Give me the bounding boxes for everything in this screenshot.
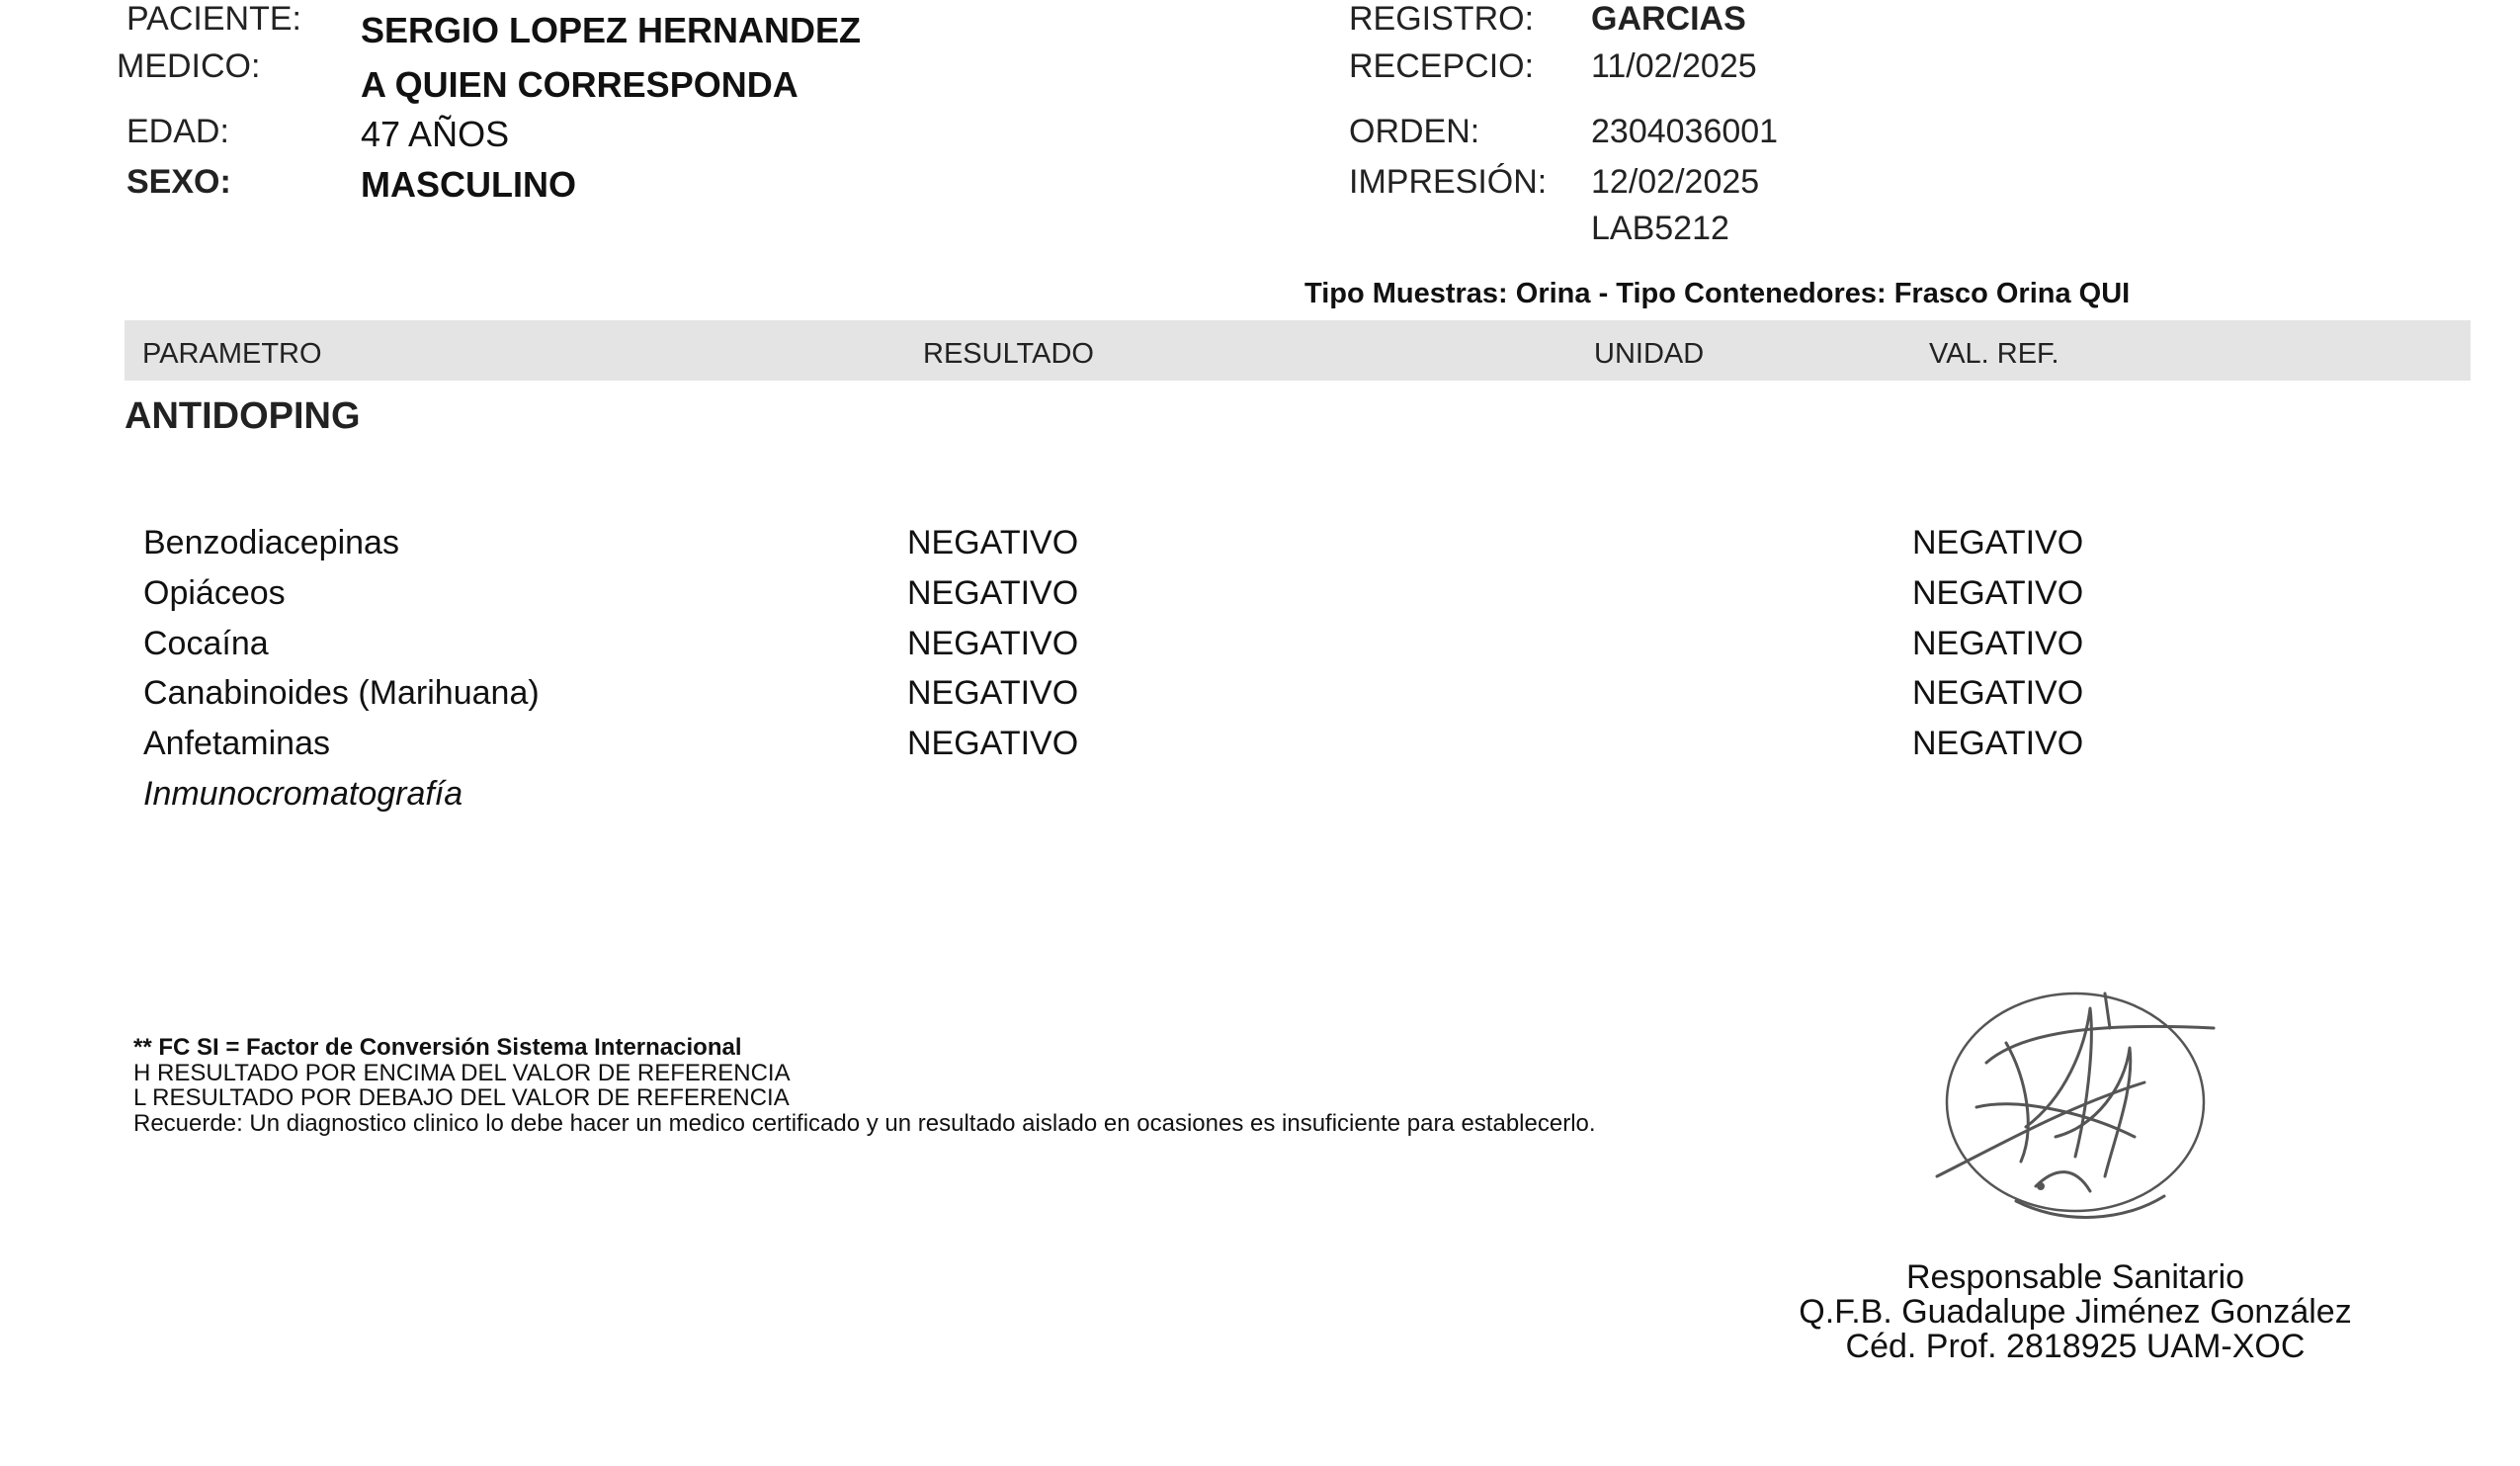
sexo-label: SEXO: xyxy=(126,163,231,201)
row-reference: NEGATIVO xyxy=(1912,625,2084,662)
note-fc-si: ** FC SI = Factor de Conversión Sistema Internacional xyxy=(133,1034,742,1061)
row-result: NEGATIVO xyxy=(907,574,1079,612)
row-reference: NEGATIVO xyxy=(1912,674,2084,712)
responsible-name: Q.F.B. Guadalupe Jiménez González xyxy=(1799,1293,2352,1331)
row-reference: NEGATIVO xyxy=(1912,574,2084,612)
row-parameter: Opiáceos xyxy=(143,574,286,612)
row-parameter: Canabinoides (Marihuana) xyxy=(143,674,540,712)
responsible-license: Céd. Prof. 2818925 UAM-XOC xyxy=(1845,1328,2306,1365)
lab-code: LAB5212 xyxy=(1591,210,1729,247)
recepcio-label: RECEPCIO: xyxy=(1349,47,1535,85)
note-h: H RESULTADO POR ENCIMA DEL VALOR DE REFERENCIA xyxy=(133,1059,791,1086)
row-parameter: Benzodiacepinas xyxy=(143,524,399,561)
medico-value: A QUIEN CORRESPONDA xyxy=(361,64,798,105)
row-result: NEGATIVO xyxy=(907,674,1079,712)
footer-notes xyxy=(133,1035,1596,1136)
header-unidad: UNIDAD xyxy=(1594,338,1705,370)
header-resultado: RESULTADO xyxy=(923,338,1094,370)
method-note: Inmunocromatografía xyxy=(143,775,463,813)
table-header-bar xyxy=(125,320,2471,381)
section-title: ANTIDOPING xyxy=(125,395,361,437)
row-parameter: Cocaína xyxy=(143,625,269,662)
impresion-value: 12/02/2025 xyxy=(1591,163,1760,201)
sexo-value: MASCULINO xyxy=(361,164,576,205)
row-parameter: Anfetaminas xyxy=(143,725,330,762)
recepcio-value: 11/02/2025 xyxy=(1591,47,1757,85)
sample-info: Tipo Muestras: Orina - Tipo Contenedores: Frasco Orina QUI xyxy=(1304,278,2131,309)
paciente-label: PACIENTE: xyxy=(126,0,301,38)
registro-label: REGISTRO: xyxy=(1349,0,1535,38)
edad-label: EDAD: xyxy=(126,113,229,150)
row-reference: NEGATIVO xyxy=(1912,524,2084,561)
row-reference: NEGATIVO xyxy=(1912,725,2084,762)
note-disclaimer: Recuerde: Un diagnostico clinico lo debe hacer un medico certificado y un resultado aislado en ocasiones es insuficiente para establecerlo. xyxy=(133,1109,1596,1137)
registro-value: GARCIAS xyxy=(1591,0,1746,38)
orden-label: ORDEN: xyxy=(1349,113,1480,150)
row-result: NEGATIVO xyxy=(907,524,1079,561)
impresion-label: IMPRESIÓN: xyxy=(1349,163,1548,201)
paciente-value: SERGIO LOPEZ HERNANDEZ xyxy=(361,10,862,50)
row-result: NEGATIVO xyxy=(907,725,1079,762)
header-val-ref: VAL. REF. xyxy=(1929,338,2059,370)
row-result: NEGATIVO xyxy=(907,625,1079,662)
responsible-title: Responsable Sanitario xyxy=(1905,1258,2245,1296)
signature xyxy=(1917,989,2243,1236)
note-l: L RESULTADO POR DEBAJO DEL VALOR DE REFERENCIA xyxy=(133,1084,790,1111)
edad-value: 47 AÑOS xyxy=(361,114,510,154)
signature-drawing xyxy=(1917,989,2243,1236)
orden-value: 2304036001 xyxy=(1591,113,1779,150)
header-parametro: PARAMETRO xyxy=(142,338,322,370)
responsible-block xyxy=(1680,1260,2471,1364)
medico-label: MEDICO: xyxy=(117,47,261,85)
